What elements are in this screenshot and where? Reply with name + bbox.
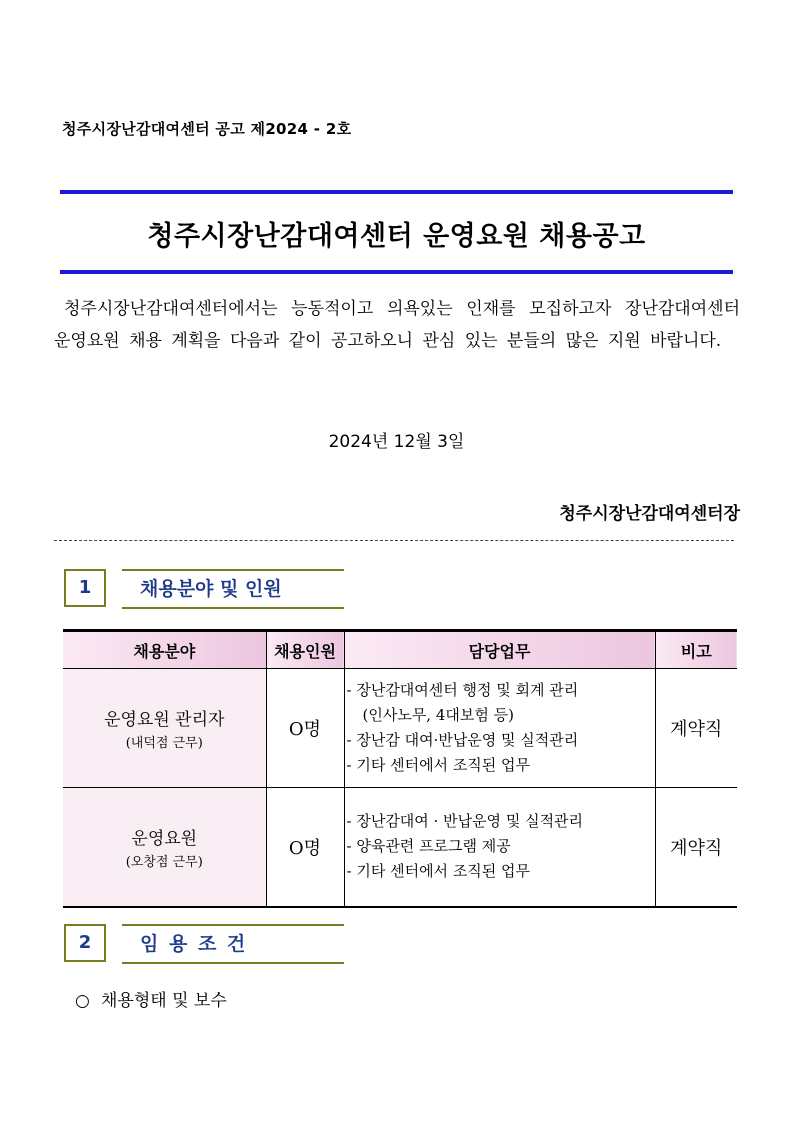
duty-item: - 장난감대여 · 반납운영 및 실적관리: [346, 812, 584, 831]
duty-item: - 장난감 대여·반납운영 및 실적관리: [346, 731, 579, 749]
note-cell: 계약직: [655, 669, 737, 788]
section-1-title: 채용분야 및 인원: [122, 569, 344, 609]
field-name: 운영요원: [131, 828, 198, 849]
duty-item: - 양육관련 프로그램 제공: [346, 837, 511, 856]
duties-cell: [344, 788, 655, 907]
header-note: 비고: [655, 631, 737, 669]
duty-item: (인사노무, 4대보험 등): [362, 706, 514, 724]
field-cell: [63, 669, 266, 788]
section-2-title: 임 용 조 건: [122, 924, 344, 964]
intro-paragraph: [54, 293, 740, 357]
header-field: 채용분야: [63, 631, 266, 669]
field-location: (내덕점 근무): [125, 736, 203, 751]
notice-number: 청주시장난감대여센터 공고 제2024 - 2호: [62, 120, 352, 138]
duties-cell: [344, 669, 655, 788]
header-duties: 담당업무: [344, 631, 655, 669]
notice-date: 2024년 12월 3일: [328, 432, 465, 452]
intro-text: 청주시장난감대여센터에서는 능동적이고 의욕있는 인재를 모집하고자 장난감대여센터 운영요원 채용 계획을 다음과 같이 공고하오니 관심 있는 분들의 많은 지원 바랍니다.: [54, 299, 740, 351]
circle-bullet-icon: ○: [75, 991, 90, 1011]
table-row: [63, 788, 737, 907]
section-2-number: 2: [64, 924, 106, 962]
field-location: (오창점 근무): [125, 854, 203, 870]
duty-item: - 기타 센터에서 조직된 업무: [346, 756, 531, 774]
title-top-rule: [60, 190, 733, 194]
recruitment-table: [63, 629, 737, 908]
table-row: [63, 669, 737, 788]
title-bottom-rule: [60, 270, 733, 274]
count-cell: O명: [266, 788, 344, 907]
field-cell: [63, 788, 266, 907]
duty-item: - 기타 센터에서 조직된 업무: [346, 862, 531, 881]
dashed-divider: [54, 540, 734, 541]
count-cell: O명: [266, 669, 344, 788]
header-count: 채용인원: [266, 631, 344, 669]
section-1-number: 1: [64, 569, 106, 607]
employment-terms-item: [75, 986, 227, 1011]
page-title: 청주시장난감대여센터 운영요원 채용공고: [147, 221, 646, 252]
signer: 청주시장난감대여센터장: [559, 504, 740, 524]
field-name: 운영요원 관리자: [104, 710, 225, 730]
note-cell: 계약직: [655, 788, 737, 907]
table-header-row: [63, 631, 737, 669]
duty-item: - 장난감대여센터 행정 및 회계 관리: [346, 681, 579, 699]
bullet-text: 채용형태 및 보수: [101, 991, 227, 1011]
